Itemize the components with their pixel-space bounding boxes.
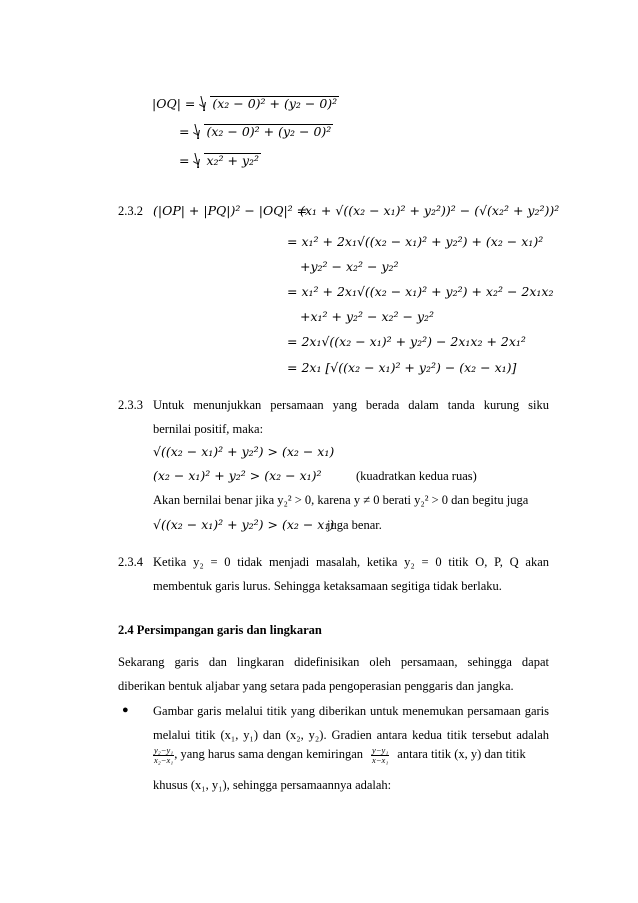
bullet-icon: ● bbox=[122, 704, 129, 716]
oq-eq-2: = bbox=[179, 124, 190, 139]
s233-text-3: Akan bernilai benar jika y₂² > 0, karena y ≠ 0 berati y₂² > 0 dan begitu juga bbox=[153, 493, 529, 507]
oq-equation-line-3 bbox=[179, 153, 261, 168]
s233-text-1: Untuk menunjukkan persamaan yang berada dalam tanda kurung siku bbox=[153, 398, 549, 412]
sqrt-symbol bbox=[193, 124, 333, 139]
s232-line-3: +y₂² − x₂² − y₂² bbox=[300, 259, 399, 274]
s233-inequality-1: √((x₂ − x₁)² + y₂²) > (x₂ − x₁) bbox=[153, 444, 335, 459]
s233-inequality-2-note: (kuadratkan kedua ruas) bbox=[356, 469, 477, 483]
s232-line-2: = x₁² + 2x₁√((x₂ − x₁)² + y₂²) + (x₂ − x₁)² bbox=[287, 234, 544, 249]
section-heading-2-4: 2.4 Persimpangan garis dan lingkaran bbox=[118, 623, 322, 637]
gradient-denominator: x₂−x₁ bbox=[154, 754, 174, 765]
s232-line-1: (x₁ + √((x₂ − x₁)² + y₂²))² − (√(x₂² + y₂²))² bbox=[300, 203, 560, 218]
s233-text-2: bernilai positif, maka: bbox=[153, 422, 264, 436]
gradient-numerator: y₂−y₁ bbox=[154, 745, 174, 755]
oq-rhs-3: x₂² + y₂² bbox=[206, 153, 260, 168]
sqrt-symbol bbox=[193, 153, 261, 168]
s234-text-1: Ketika y₂ = 0 tidak menjadi masalah, ketika y₂ = 0 titik O, P, Q akan bbox=[153, 555, 549, 569]
oq-eq-3: = bbox=[179, 153, 190, 168]
s232-line-6: = 2x₁√((x₂ − x₁)² + y₂²) − 2x₁x₂ + 2x₁² bbox=[287, 334, 526, 349]
item-number-2-3-3: 2.3.3 bbox=[118, 398, 143, 412]
s232-line-4: = x₁² + 2x₁√((x₂ − x₁)² + y₂²) + x₂² − 2x₁x₂ bbox=[287, 284, 554, 299]
oq-rhs-1: (x₂ − 0)² + (y₂ − 0)² bbox=[212, 96, 338, 111]
s234-text-2: membentuk garis lurus. Sehingga ketaksamaan segitiga tidak berlaku. bbox=[153, 579, 502, 593]
bullet-line-1: Gambar garis melalui titik yang diberikan untuk menemukan persamaan garis bbox=[153, 704, 549, 718]
section-2-4-para-line-2: diberikan bentuk aljabar yang setara pada pengoperasian penggaris dan jangka. bbox=[118, 679, 514, 693]
s233-inequality-2: (x₂ − x₁)² + y₂² > (x₂ − x₁)² bbox=[153, 468, 322, 483]
s232-line-5: +x₁² + y₂² − x₂² − y₂² bbox=[300, 309, 435, 324]
slope-numerator: y−y₁ bbox=[372, 745, 389, 755]
sqrt-symbol bbox=[199, 96, 339, 111]
s232-lhs: (|OP| + |PQ|)² − |OQ|² = bbox=[153, 203, 308, 218]
slope-denominator: x−x₁ bbox=[372, 754, 389, 765]
bullet-line-2: melalui titik (x₁, y₁) dan (x₂, y₂). Gradien antara kedua titik tersebut adalah bbox=[153, 728, 549, 742]
oq-equation-line-1 bbox=[152, 96, 339, 111]
section-2-4-para-line-1: Sekarang garis dan lingkaran didefinisikan oleh persamaan, sehingga dapat bbox=[118, 655, 549, 669]
oq-lhs: |OQ| = bbox=[152, 96, 196, 111]
item-number-2-3-4: 2.3.4 bbox=[118, 555, 143, 569]
bullet-line-3-tail: antara titik (x, y) dan titik bbox=[397, 746, 526, 761]
bullet-line-4: khusus (x₁, y₁), sehingga persamaannya adalah: bbox=[153, 778, 392, 792]
bullet-line-3 bbox=[153, 746, 526, 764]
bullet-line-3-mid: , yang harus sama dengan kemiringan bbox=[174, 746, 364, 761]
item-number-2-3-2: 2.3.2 bbox=[118, 204, 143, 218]
oq-rhs-2: (x₂ − 0)² + (y₂ − 0)² bbox=[206, 124, 332, 139]
oq-equation-line-2 bbox=[179, 124, 333, 139]
gradient-fraction bbox=[153, 746, 174, 764]
slope-fraction bbox=[371, 746, 389, 764]
s233-inequality-3-tail: juga benar. bbox=[327, 518, 382, 532]
s232-line-7: = 2x₁ [√((x₂ − x₁)² + y₂²) − (x₂ − x₁)] bbox=[287, 360, 517, 375]
s233-inequality-3: √((x₂ − x₁)² + y₂²) > (x₂ − x₁) bbox=[153, 517, 335, 532]
